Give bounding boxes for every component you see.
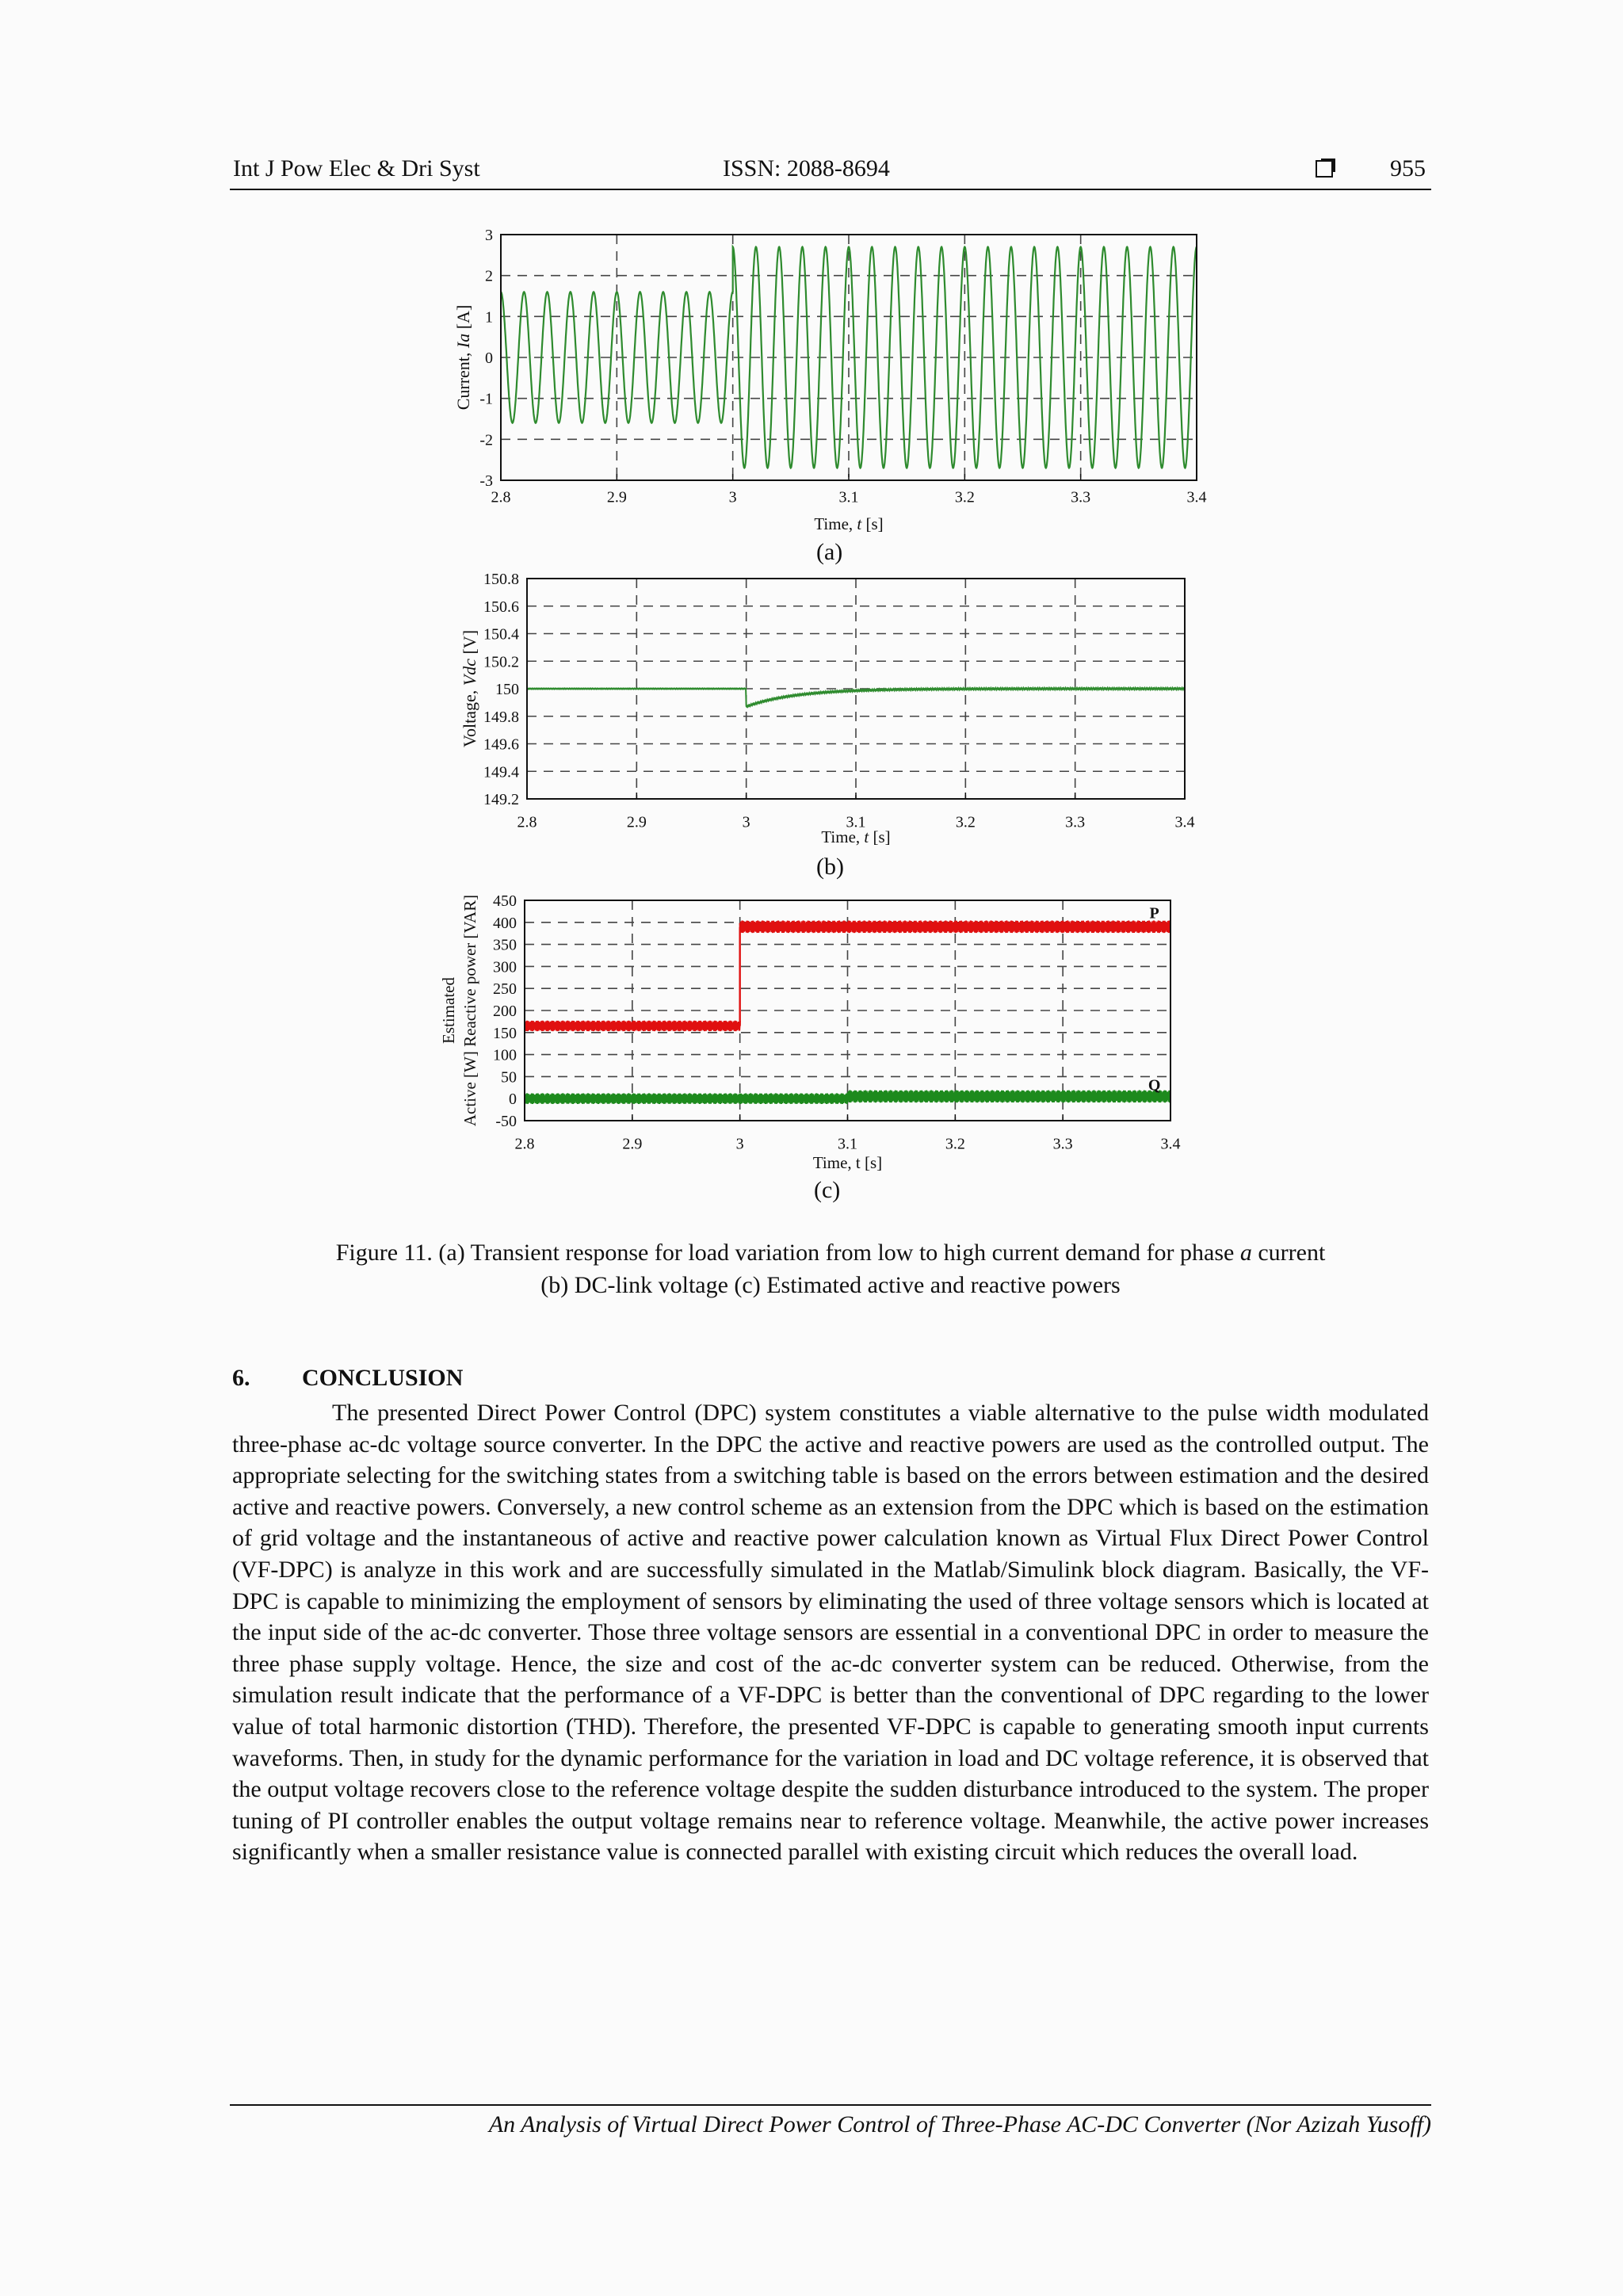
x-tick-label: 3.4 — [1186, 488, 1207, 506]
y-tick-label: 2 — [485, 267, 493, 285]
x-tick-label: 2.8 — [517, 813, 537, 831]
y-tick-label: 149.2 — [483, 791, 519, 808]
y-tick-label: 200 — [493, 1003, 517, 1020]
x-tick-label: 3.2 — [954, 488, 975, 506]
series-line-Q — [525, 1094, 848, 1104]
panel-label-b: (b) — [816, 854, 844, 880]
section-number: 6. — [232, 1365, 250, 1391]
x-tick-label: 3 — [728, 488, 737, 506]
y-tick-label: 150 — [495, 681, 519, 698]
caption-line1-post: current — [1258, 1240, 1326, 1266]
y-tick-label: 400 — [493, 914, 517, 932]
chart-2 — [525, 900, 1170, 1121]
panel-label-c: (c) — [814, 1177, 841, 1203]
y-tick-label: 1 — [485, 308, 493, 327]
x-tick-label: 3.4 — [1174, 813, 1195, 831]
page-number: 955 — [1390, 155, 1426, 181]
issn: ISSN: 2088-8694 — [723, 155, 890, 181]
conclusion-paragraph: The presented Direct Power Control (DPC) system constitutes a viable alternative to the pulse width modulated three-phase ac-dc voltage source converter. In the DPC the active and reactive powers are used as the controlled output. The appropriate selecting for the switching states from a switching table is based on the errors between estimation and the desired active and reactive powers. Conversely, a new control scheme as an extension from the DPC which is based on the estimation of grid voltage and the instantaneous of active and reactive power calculation known as Virtual Flux Direct Power Control (VF-DPC) is analyze in this work and are successfully simulated in the Matlab/Simulink block diagram. Basically, the VF-DPC is capable to minimizing the employment of sensors by eliminating the used of three voltage sensors which is located at the input side of the ac-dc converter. Those three voltage sensors are essential in a conventional DPC in order to measure the three phase supply voltage. Hence, the size and cost of the ac-dc converter system can be reduced. Otherwise, from the simulation result indicate that the performance of a VF-DPC is better than the conventional of DPC regarding to the lower value of total harmonic distortion (THD). Therefore, the presented VF-DPC is capable to generating smooth input currents waveforms. Then, in study for the dynamic performance for the variation in load and DC voltage reference, it is observed that the output voltage recovers close to the reference voltage despite the sudden disturbance introduced to the system. The proper tuning of PI controller enables the output voltage remains near to reference voltage. Meanwhile, the active power increases significantly when a smaller resistance value is connected parallel with existing circuit which reduces the overall load. — [232, 1400, 1429, 1866]
y-tick-label: -50 — [495, 1113, 517, 1130]
y-tick-label: 0 — [485, 350, 493, 367]
caption-line1-var: a — [1239, 1240, 1252, 1266]
y-tick-label: 250 — [493, 980, 517, 999]
x-tick-label: 3.3 — [1065, 813, 1086, 831]
x-tick-label: 3.4 — [1160, 1135, 1181, 1153]
caption-line1-pre: Figure 11. (a) Transient response for load variation from low to high current demand for phase — [335, 1240, 1235, 1266]
x-tick-label: 3.3 — [1052, 1135, 1073, 1153]
x-tick-label: 3.1 — [838, 1135, 857, 1153]
y-tick-label: -2 — [479, 431, 493, 449]
y-tick-label: 350 — [493, 936, 517, 954]
x-tick-label: 3.2 — [955, 813, 976, 831]
y-tick-label: -1 — [479, 390, 493, 408]
y-tick-label: 150.6 — [483, 598, 519, 616]
y-tick-label: 149.6 — [483, 735, 519, 754]
chart-0 — [501, 235, 1197, 480]
y-axis-label-line: Active [W] Reactive power [VAR] — [460, 894, 479, 1127]
section-title: CONCLUSION — [302, 1365, 464, 1391]
y-tick-label: 0 — [509, 1091, 517, 1109]
x-tick-label: 2.9 — [606, 488, 627, 506]
y-axis-label-line: Estimated — [439, 977, 458, 1044]
y-tick-label: -3 — [479, 472, 493, 490]
footer-title: An Analysis of Virtual Direct Power Control of Three-Phase AC-DC Converter (Nor Azizah Yusoff) — [488, 2111, 1431, 2137]
footer-rule — [230, 2104, 1431, 2106]
x-tick-label: 3.1 — [838, 488, 859, 506]
y-tick-label: 50 — [501, 1068, 517, 1087]
y-tick-label: 450 — [493, 892, 517, 910]
y-axis-label: Current, Ia [A] — [453, 304, 473, 411]
x-tick-label: 2.8 — [514, 1135, 535, 1153]
y-tick-label: 150.4 — [483, 625, 519, 644]
figure-caption — [230, 1236, 1431, 1301]
x-tick-label: 3 — [742, 813, 750, 831]
section-heading — [232, 1365, 463, 1392]
y-tick-label: 3 — [485, 227, 493, 244]
x-axis-label: Time, t [s] — [821, 827, 891, 846]
y-tick-label: 150 — [493, 1024, 517, 1042]
x-tick-label: 2.9 — [622, 1135, 643, 1153]
series-line-Q — [848, 1091, 1171, 1103]
x-tick-label: 3.3 — [1071, 488, 1091, 506]
y-tick-label: 150.2 — [483, 653, 519, 671]
series-line-P — [525, 1021, 740, 1031]
y-tick-label: 149.8 — [483, 708, 519, 726]
chart-1 — [527, 579, 1185, 799]
series-label-P: P — [1149, 904, 1159, 923]
x-tick-label: 2.8 — [491, 488, 511, 506]
journal-name: Int J Pow Elec & Dri Syst — [233, 155, 480, 181]
y-tick-label: 149.4 — [483, 763, 519, 781]
series-label-Q: Q — [1148, 1076, 1161, 1095]
x-tick-label: 3.1 — [846, 813, 866, 831]
x-axis-label: Time, t [s] — [812, 1153, 883, 1172]
caption-line2: (b) DC-link voltage (c) Estimated active and reactive powers — [540, 1272, 1121, 1298]
x-tick-label: 3.2 — [945, 1135, 965, 1153]
x-tick-label: 3 — [735, 1135, 744, 1153]
x-axis-label: Time, t [s] — [814, 514, 884, 533]
y-tick-label: 300 — [493, 958, 517, 976]
y-axis-label: Voltage, Vdc [V] — [460, 629, 479, 748]
y-tick-label: 150.8 — [483, 571, 519, 588]
series-line-P — [740, 921, 1170, 934]
x-tick-label: 2.9 — [626, 813, 647, 831]
panel-label-a: (a) — [816, 539, 843, 565]
y-tick-label: 100 — [493, 1046, 517, 1064]
